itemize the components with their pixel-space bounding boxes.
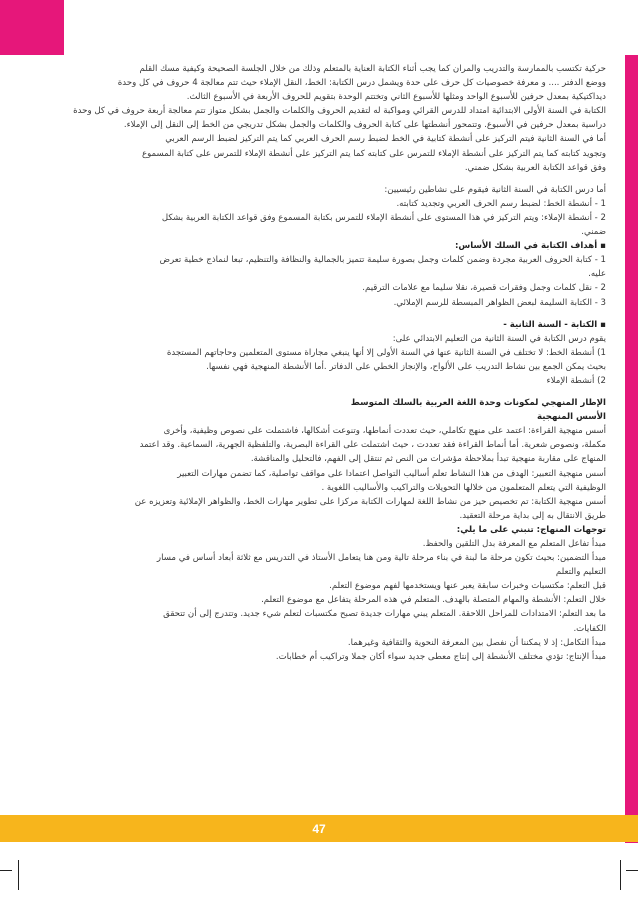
text-line: دراسية بمعدل حرفين في الأسبوع. وتتمحور أنشطتها على كتابة الحروف والكلمات والجمل بشكل تدريجي من الخط إلى النقل إلى الإملاء.	[123, 120, 606, 131]
page-body	[36, 62, 606, 664]
text-line: ووضع الدفتر .... و معرفة خصوصيات كل حرف على حدة ويشمل درس الكتابة: الخط، النقل الإملاء حيث تتم معالجة 4 حروف في كل وحدة	[117, 78, 606, 89]
text-line: أسس منهجية الكتابة: تم تخصيص حيز من نشاط اللغة لمهارات الكتابة مركزا على تطوير مهارات الخط، والظواهر الإملائية وتعزيزه عن	[134, 496, 606, 507]
section-heading: ▪ أهداف الكتابة في السلك الأساس:	[455, 241, 606, 252]
text-line: مبدأ تفاعل المتعلم مع المعرفة بدل التلقين والحفظ.	[422, 539, 606, 549]
text-line: وتجويد كتابته كما يتم التركيز على أنشطة الإملاء للتمرس على كتابته كما يتم التركيز على أنشطة الإملاء للتمرس على كتابة المسموع	[141, 148, 606, 159]
text-line: مبدأ التضمين: بحيث تكون مرحلة ما لبنة في بناء مرحلة تالية ومن هنا يتعامل الأستاذ في التدريس مع ثلاثة أبعاد أساس في مسار	[156, 553, 606, 564]
crop-mark	[0, 870, 12, 871]
section-heading: توجهات المنهاج: تنبني على ما يلي:	[456, 524, 606, 535]
section-heading: الإطار المنهجي لمكونات وحدة اللغة العربية بالسلك المتوسط	[350, 398, 606, 409]
crop-mark	[626, 870, 638, 871]
text-line: أسس منهجية القراءة: اعتمد على منهج تكاملي، حيث تعددت أنماطها، وتنوعت أشكالها، فاشتملت على نصوص وظيفية، وأخرى	[163, 426, 606, 437]
text-line: 1 - أنشطة الخط: لضبط رسم الحرف العربي وتجديد كتابته.	[396, 198, 606, 209]
text-line: الكتابة في السنة الأولى الابتدائية امتداد للدرس القرائي ومواكبة له لتقديم الحروف والكلمات والجمل بشكل متواز تتم معالجة أربعة حروف في كل وحدة	[73, 106, 606, 117]
crop-mark	[620, 860, 621, 890]
text-line: أما درس الكتابة في السنة الثانية فيقوم على نشاطين رئيسيين:	[384, 184, 606, 195]
text-line: ديداكتيكية بمعدل حرفين للأسبوع الواحد ومثلها للأسبوع الثاني وتختتم الوحدة بتقويم للحروف الأربعة في الأسبوع الثالث.	[186, 92, 606, 103]
text-line: مبدأ الإنتاج: تؤدي مختلف الأنشطة إلى إنتاج معطى جديد سواء أكان جملا وتراكيب أم خطابات.	[275, 651, 606, 662]
text-line: الوظيفية التي يتعلم المتعلمون من خلالها التحويلات والتراكيب والأساليب اللغوية .	[321, 482, 606, 493]
text-line: 2 - أنشطة الإملاء: ويتم التركيز في هذا المستوى على أنشطة الإملاء للتمرس بكتابة المسموع وفق قواعد الكتابة العربية بشكل	[161, 212, 606, 223]
text-line: بحيث يمكن الجمع بين نشاط التدريب على الألواح، والإنجاز الخطي على الدفاتر .أما الأنشطة المنهجية فهي نفسها.	[206, 361, 606, 372]
text-line: التعليم والتعلم	[555, 567, 606, 578]
text-line: 3 - الكتابة السليمة لبعض الظواهر المبسطة للرسم الإملائي.	[393, 297, 606, 308]
text-line: وفق قواعد الكتابة العربية بشكل ضمني.	[464, 162, 606, 173]
text-line: أما في السنة الثانية فيتم التركيز على أنشطة كتابية في الخط لضبط رسم الحرف العربي كما يتم التركيز لضبط الرسم العربي	[165, 134, 606, 145]
text-line: 2) أنشطة الإملاء	[546, 375, 606, 386]
text-line: الكفايات.	[573, 623, 606, 634]
text-line: 1 - كتابة الحروف العربية مجردة وضمن كلمات وجمل بصورة سليمة تتميز بالجمالية والنظافة والتنظيم، تبعا لنماذج خطية تعرض	[159, 255, 606, 266]
text-line: المنهاج على مقاربة منهجية تبدأ بملاحظة مؤشرات من النص ثم تنتقل إلى الفهم، فالتحليل والمناقشة.	[250, 454, 606, 465]
crop-mark	[18, 860, 19, 890]
text-line: عليه.	[588, 269, 606, 280]
text-line: مكملة، ونصوص شعرية. أما أنماط القراءة فقد تعددت ، حيث اشتملت على القراءة البصرية، والتلفظية الجهرية، السماعية. وقد اعتمد	[139, 440, 606, 451]
text-line: 1) أنشطة الخط: لا تختلف في السنة الثانية عنها في السنة الأولى إلا أنها ينبغي مجاراة مستوى المتعلمين وحاجاتهم المستجدة	[166, 347, 606, 358]
text-line: قبل التعلم: مكتسبات وخبرات سابقة يعبر عنها ويستخدمها لفهم موضوع التعلم.	[329, 581, 606, 592]
section-heading: الأسس المنهجية	[537, 412, 606, 423]
spacer	[36, 388, 606, 396]
left-edge	[0, 55, 20, 843]
text-line: ضمني.	[581, 227, 606, 238]
text-line: 2 - نقل كلمات وجمل وفقرات قصيرة، نقلا سليما مع علامات الترقيم.	[362, 283, 606, 294]
page-number: 47	[312, 822, 326, 836]
right-edge-magenta	[625, 55, 638, 843]
spacer	[36, 175, 606, 183]
text-line: خلال التعلم: الأنشطة والمهام المتصلة بالهدف. المتعلم في هذه المرحلة يتفاعل مع موضوع التعلم.	[261, 595, 606, 606]
spacer	[36, 310, 606, 318]
section-heading: ▪ الكتابة - السنة الثانية -	[503, 319, 606, 330]
text-line: طريق الانتقال به إلى بداية مرحلة التعقيد.	[459, 510, 606, 521]
top-band-gap	[64, 0, 638, 55]
text-line: مبدأ التكامل: إذ لا يمكننا أن نفصل بين المعرفة النحوية والثقافية وغيرهما.	[347, 637, 606, 648]
text-line: ما بعد التعلم: الامتدادات للمراحل اللاحقة. المتعلم يبني مهارات جديدة تصبح مكتسبات لتعلم شيء جديد. وتتدرج إلى أن تتحقق	[163, 609, 606, 620]
text-line: حركية تكتسب بالممارسة والتدريب والمران كما يجب أثناء الكتابة العناية بالمتعلم وذلك من خلال الجلسة الصحيحة وكيفية مسك القلم	[139, 64, 606, 74]
text-line: يقوم درس الكتابة في السنة الثانية من التعليم الابتدائي على:	[392, 333, 606, 344]
text-line: أسس منهجية التعبير: الهدف من هذا النشاط تعلم أساليب التواصل اعتمادا على مواقف تواصلية، كما تضمن مهارات التعبير	[177, 468, 606, 479]
